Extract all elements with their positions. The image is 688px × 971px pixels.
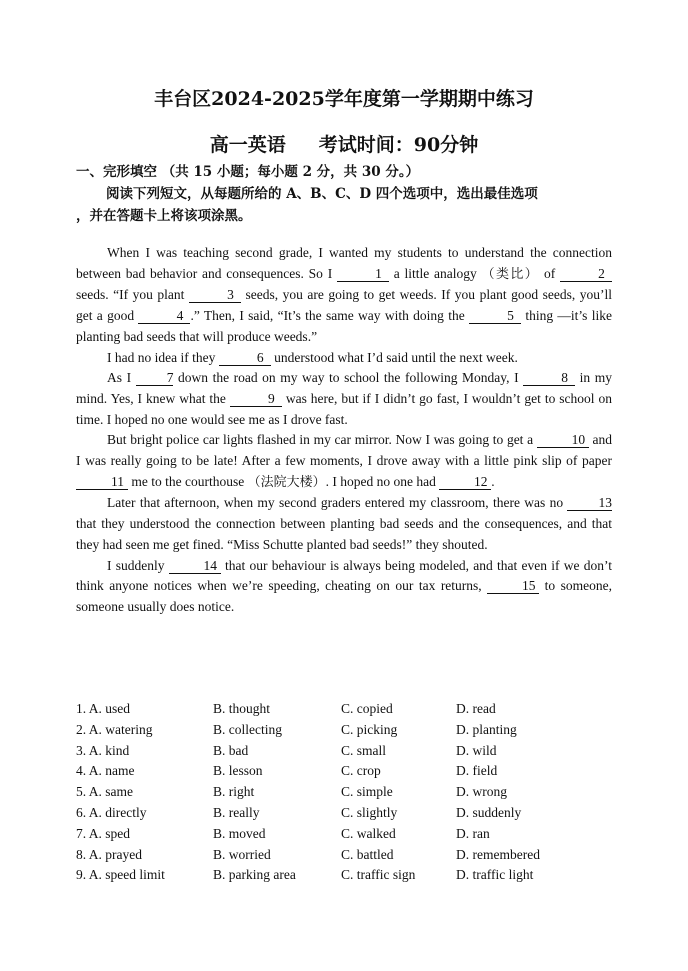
option-a: 6. A. directly: [76, 804, 147, 820]
option-row: [76, 867, 616, 888]
option-d: D. wrong: [456, 784, 507, 800]
option-row: [76, 701, 616, 722]
option-d: D. traffic light: [456, 867, 534, 883]
option-a: 1. A. used: [76, 701, 130, 716]
section-heading: 一、完形填空 （共 15 小题；每小题 2 分，共 30 分。）: [76, 164, 420, 180]
option-a: 3. A. kind: [76, 742, 130, 758]
blank-12: 12: [439, 474, 491, 490]
blank-7: 7: [136, 370, 174, 386]
blank-14: 14: [169, 558, 221, 574]
option-a: 7. A. sped: [76, 825, 130, 841]
option-d: D. wild: [456, 742, 497, 758]
option-d: D. read: [456, 701, 496, 716]
option-b: B. parking area: [213, 867, 296, 883]
option-a: 5. A. same: [76, 784, 133, 800]
blank-9: 9: [230, 391, 282, 407]
option-a: 4. A. name: [76, 763, 135, 779]
blank-5: 5: [469, 308, 521, 324]
option-c: C. simple: [341, 784, 393, 800]
option-d: D. field: [456, 763, 498, 779]
option-c: C. walked: [341, 825, 396, 841]
option-b: B. bad: [213, 742, 249, 758]
option-c: C. small: [341, 742, 387, 758]
instruction-line-1: 阅读下列短文，从每题所给的 A、B、C、D 四个选项中，选出最佳选项: [106, 186, 538, 202]
option-c: C. slightly: [341, 804, 398, 820]
instruction-line-2: ，并在答题卡上将该项涂黑。: [76, 208, 252, 224]
option-d: D. planting: [456, 721, 517, 737]
option-c: C. crop: [341, 763, 381, 779]
paragraph-2: I had no idea if they 6 understood what I’d said until the next week.: [107, 349, 518, 365]
option-a: 9. A. speed limit: [76, 867, 165, 883]
option-row: [76, 722, 616, 743]
gloss-text: （法院大楼）: [247, 474, 326, 490]
gloss-text: （类比）: [481, 266, 540, 282]
option-row: [76, 743, 616, 764]
blank-6: 6: [219, 350, 271, 366]
paragraph-5: Later that afternoon, when my second graders entered my classroom, there was no 13 that they understood the connection between planting bad seeds and the consequences, and that they had seen me get fined. “Miss Schutte planted bad seeds!” they shouted.: [76, 495, 612, 552]
paragraph-4: But bright police car lights flashed in my car mirror. Now I was going to get a 10 and I was really going to be late! After a few moments, I drove away with a little pink slip of paper 11 me to the courthouse （法院大楼）. I hoped no one had 12 .: [76, 432, 612, 490]
option-row: [76, 763, 616, 784]
option-row: [76, 826, 616, 847]
option-b: B. worried: [213, 846, 271, 862]
blank-8: 8: [523, 370, 575, 386]
option-b: B. right: [213, 784, 255, 800]
option-row: [76, 805, 616, 826]
option-row: [76, 784, 616, 805]
blank-13: 13: [567, 495, 612, 511]
cloze-passage: [76, 243, 612, 618]
blank-2: 2: [560, 266, 612, 282]
blank-15: 15: [487, 578, 539, 594]
blank-11: 11: [76, 474, 128, 490]
option-c: C. picking: [341, 721, 398, 737]
option-a: 2. A. watering: [76, 721, 153, 737]
paragraph-3: As I 7 down the road on my way to school the following Monday, I 8 in my mind. Yes, I knew what the 9 was here, but if I didn’t go fast, I wouldn’t get to school on time. I hoped no one would see me as I drove fast.: [76, 370, 612, 427]
option-d: D. ran: [456, 825, 490, 841]
option-d: D. suddenly: [456, 804, 522, 820]
option-row: [76, 847, 616, 868]
paragraph-1: When I was teaching second grade, I wanted my students to understand the connection between bad behavior and consequences. So I 1 a little analogy （类比） of 2 seeds. “If you plant 3 seeds, you are going to get weeds. If you plant good seeds, you’ll get a good 4 .” Then, I said, “It’s the same way with doing the 5 thing —it’s like planting bad seeds that will produce weeds.”: [76, 245, 612, 344]
blank-4: 4: [138, 308, 190, 324]
option-d: D. remembered: [456, 846, 540, 862]
blank-10: 10: [537, 432, 589, 448]
option-b: B. really: [213, 804, 260, 820]
blank-3: 3: [189, 287, 241, 303]
paragraph-6: I suddenly 14 that our behaviour is always being modeled, and that even if we don’t think anyone notices when we’re speeding, cheating on our tax returns, 15 to someone, someone usually does notice.: [76, 557, 612, 614]
blank-1: 1: [337, 266, 389, 282]
option-b: B. thought: [213, 701, 271, 716]
option-c: C. traffic sign: [341, 867, 416, 883]
exam-title: 丰台区2024-2025学年度第一学期期中练习: [154, 88, 534, 110]
exam-subtitle: 高一英语 考试时间：90分钟: [209, 134, 479, 156]
answer-options: [76, 701, 616, 888]
option-c: C. battled: [341, 846, 394, 862]
option-b: B. moved: [213, 825, 266, 841]
option-a: 8. A. prayed: [76, 846, 142, 862]
option-b: B. collecting: [213, 721, 282, 737]
option-b: B. lesson: [213, 763, 263, 779]
option-c: C. copied: [341, 701, 393, 716]
